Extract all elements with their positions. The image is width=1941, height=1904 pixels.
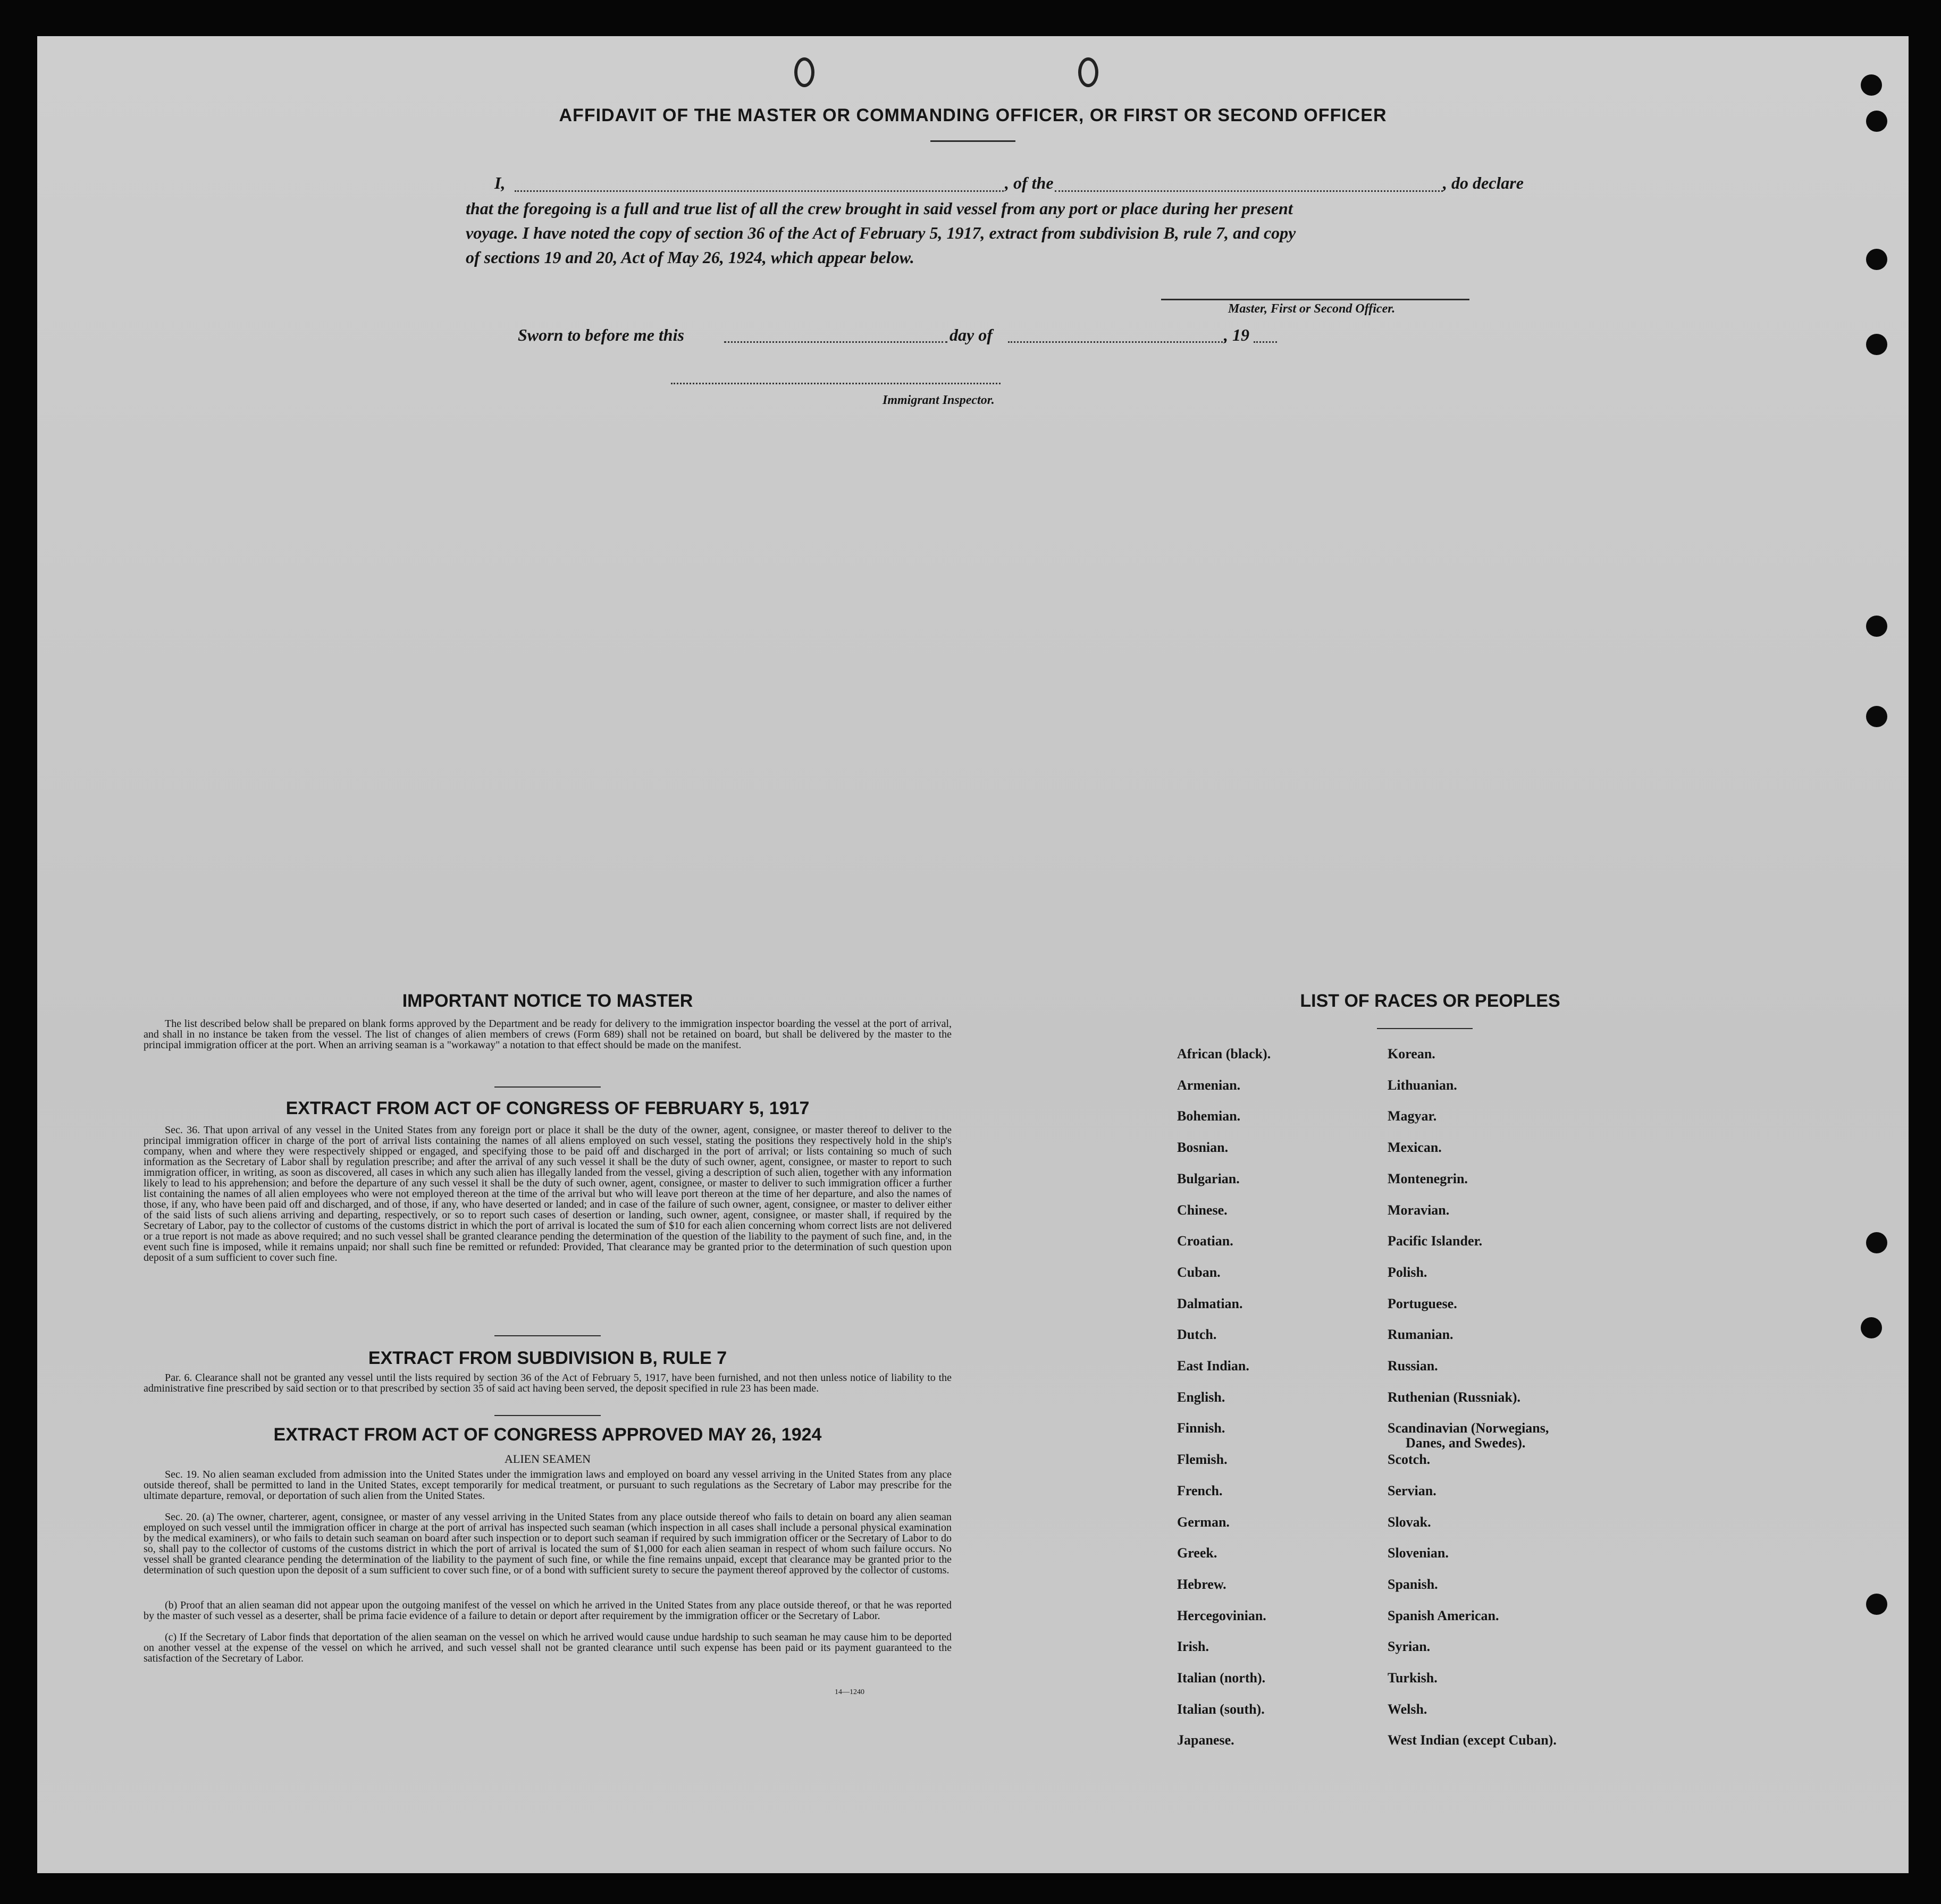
punch-hole-mark xyxy=(1866,706,1887,727)
race-item: Montenegrin. xyxy=(1388,1170,1468,1186)
affidavit-i: I, xyxy=(494,173,506,192)
race-item: Chinese. xyxy=(1177,1202,1228,1218)
name-blank xyxy=(515,190,1004,192)
race-item: Bulgarian. xyxy=(1177,1170,1240,1186)
race-item: Armenian. xyxy=(1177,1077,1241,1093)
race-item: Slovenian. xyxy=(1388,1545,1449,1561)
extract-rule7-title: EXTRACT FROM SUBDIVISION B, RULE 7 xyxy=(368,1348,727,1368)
race-item: Spanish. xyxy=(1388,1576,1438,1592)
race-item: Korean. xyxy=(1388,1046,1435,1061)
race-item: Scandinavian (Norwegians, xyxy=(1388,1420,1549,1436)
race-item: Turkish. xyxy=(1388,1670,1438,1686)
race-item: Welsh. xyxy=(1388,1701,1427,1717)
race-item: Servian. xyxy=(1388,1482,1436,1498)
race-item: Flemish. xyxy=(1177,1452,1228,1468)
race-item: African (black). xyxy=(1177,1046,1271,1061)
race-item: Polish. xyxy=(1388,1264,1427,1280)
binder-hole-right xyxy=(1078,57,1098,87)
race-item: Hercegovinian. xyxy=(1177,1607,1266,1623)
race-item: Ruthenian (Russniak). xyxy=(1388,1389,1520,1405)
race-item: Dutch. xyxy=(1177,1327,1217,1343)
form-number: 14—1240 xyxy=(835,1688,864,1696)
race-item: English. xyxy=(1177,1389,1225,1405)
day-blank xyxy=(724,341,947,343)
affidavit-of-the: , of the xyxy=(1005,173,1054,192)
punch-hole-mark xyxy=(1861,74,1882,96)
extract-1924-sec20a: Sec. 20. (a) The owner, charterer, agent, consignee, or master of any vessel arriving in the United States from any place outside thereof who fails to detain on board any alien seaman employed on such vessel until the immigration officer in charge at the port of arrival has inspected such seaman (which inspection in all cases shall include a personal physical examination by the medical examiners), or who fails to detain such seaman on board after such inspection or to deport such seaman if required by such immigration officer or the Secretary of Labor to do so, shall pay to the collector of customs of the customs district in which the port of arrival is located the sum of $1,000 for each alien seaman in respect of whom such failure occurs. No vessel shall be granted clearance pending the determination of the liability to the payment of such fine, or while the fine remains unpaid, except that clearance may be granted prior to the determination of such question upon the deposit of a sum sufficient to cover such fine, or of a bond with sufficient surety to secure the payment thereof approved by the collector of customs. xyxy=(144,1511,952,1576)
race-item: Syrian. xyxy=(1388,1639,1431,1655)
master-signature-line xyxy=(1161,299,1469,300)
affidavit-line-3: voyage. I have noted the copy of section 36 of the Act of February 5, 1917, extract from subdivision B, rule 7, and copy xyxy=(466,223,1296,242)
race-item: Irish. xyxy=(1177,1639,1209,1655)
race-item: Dalmatian. xyxy=(1177,1295,1243,1311)
punch-hole-mark xyxy=(1866,1594,1887,1615)
races-underline xyxy=(1377,1028,1473,1029)
race-item: French. xyxy=(1177,1482,1223,1498)
race-item: Spanish American. xyxy=(1388,1607,1499,1623)
inspector-signature-line xyxy=(671,383,1001,384)
punch-hole-mark xyxy=(1861,1317,1882,1338)
sworn-text: Sworn to before me this xyxy=(518,325,684,344)
affidavit-declare: , do declare xyxy=(1443,173,1524,192)
extract-1924-sec20c: (c) If the Secretary of Labor finds that deportation of the alien seaman on the vessel on which he arrived would cause undue hardship to such seaman he may cause him to be deported on another vessel at the expense of the vessel on which he arrived, and such vessel shall not be granted clearance until such expense has been paid or its payment guaranteed to the satisfaction of the Secretary of Labor. xyxy=(144,1631,952,1664)
month-blank xyxy=(1008,341,1226,343)
race-item: East Indian. xyxy=(1177,1358,1249,1374)
race-item: Japanese. xyxy=(1177,1732,1234,1748)
race-item: Greek. xyxy=(1177,1545,1217,1561)
punch-hole-mark xyxy=(1866,334,1887,355)
race-item: Pacific Islander. xyxy=(1388,1233,1483,1249)
race-item: Magyar. xyxy=(1388,1108,1437,1124)
divider xyxy=(494,1415,601,1416)
race-item: Rumanian. xyxy=(1388,1327,1453,1343)
race-item: Bohemian. xyxy=(1177,1108,1241,1124)
race-item: Italian (north). xyxy=(1177,1670,1266,1686)
punch-hole-mark xyxy=(1866,1232,1887,1253)
affidavit-title: AFFIDAVIT OF THE MASTER OR COMMANDING OFFICER, OR FIRST OR SECOND OFFICER xyxy=(559,105,1387,125)
race-item: Mexican. xyxy=(1388,1140,1442,1156)
document-page xyxy=(37,36,1909,1873)
race-item: Cuban. xyxy=(1177,1264,1221,1280)
notice-title: IMPORTANT NOTICE TO MASTER xyxy=(402,991,693,1011)
extract-rule7-body: Par. 6. Clearance shall not be granted any vessel until the lists required by section 36 of the Act of February 5, 1917, have been furnished, and not then unless notice of liability to the administrative fine prescribed by said section or to that prescribed by section 35 of said act having been served, the deposit specified in rule 23 has been made. xyxy=(144,1372,952,1394)
binder-hole-left xyxy=(794,57,814,87)
inspector-caption: Immigrant Inspector. xyxy=(883,393,995,407)
extract-1917-body: Sec. 36. That upon arrival of any vessel in the United States from any foreign port or place it shall be the duty of the owner, agent, consignee, or master thereof to deliver to the principal immigration officer in charge of the port of arrival lists containing the names of all aliens employed on such vessel, stating the positions they respectively hold in the ship's company, when and where they were respectively shipped or engaged, and specifying those to be paid off and discharged in the port of arrival; or lists containing so much of such information as the Secretary of Labor shall by regulation prescribe; and after the arrival of any such vessel it shall be the duty of such owner, agent, consignee, or master to report to such immigration officer, in writing, as soon as discovered, all cases in which any such alien has illegally landed from the vessel, giving a description of such alien, together with any information likely to lead to his apprehension; and before the departure of any such vessel it shall be the duty of such owner, agent, consignee, or master to deliver to such immigration officer a further list containing the names of all alien employees who were not employed thereon at the time of the arrival but who will leave port thereon at the time of her departure, and also the names of those, if any, who have been paid off and discharged, and of those, if any, who have deserted or landed; and in case of the failure of such owner, agent, consignee, or master to deliver either of the said lists of such aliens arriving and departing, respectively, or so to report such cases of desertion or landing, such owner, agent, consignee, or master shall, if required by the Secretary of Labor, pay to the collector of customs of the customs district in which the port of arrival is located the sum of $10 for each alien concerning whom correct lists are not delivered or a true report is not made as above required; and no such vessel shall be granted clearance pending the determination of the question of the liability to the payment of such fine, and, in the event such fine is imposed, while it remains unpaid; nor shall such fine be remitted or refunded: Provided, That clearance may be granted prior to the determination of such question upon deposit of a sum sufficient to cover such fine. xyxy=(144,1124,952,1263)
extract-1924-subtitle: ALIEN SEAMEN xyxy=(505,1452,591,1465)
race-item: Portuguese. xyxy=(1388,1295,1457,1311)
extract-1924-sec20b: (b) Proof that an alien seaman did not appear upon the outgoing manifest of the vessel on which he arrived in the United States from any place outside thereof, or that he was reported by the master of such vessel as a deserter, shall be prima facie evidence of a failure to detain or deport after requirement by the immigration officer or the Secretary of Labor. xyxy=(144,1599,952,1622)
affidavit-line-4: of sections 19 and 20, Act of May 26, 1924, which appear below. xyxy=(466,248,914,267)
race-item: Slovak. xyxy=(1388,1514,1431,1530)
divider xyxy=(494,1086,601,1088)
extract-1924-sec19: Sec. 19. No alien seaman excluded from admission into the United States under the immigration laws and employed on board any vessel arriving in the United States from any place outside thereof, shall be permitted to land in the United States, except temporarily for medical treatment, or pursuant to such regulations as the Secretary of Labor may prescribe for the ultimate departure, removal, or deportation of such alien from the United States. xyxy=(144,1469,952,1502)
divider xyxy=(494,1335,601,1336)
year-prefix: , 19 xyxy=(1224,325,1249,344)
year-blank xyxy=(1254,341,1277,343)
race-item: West Indian (except Cuban). xyxy=(1388,1732,1557,1748)
extract-1917-title: EXTRACT FROM ACT OF CONGRESS OF FEBRUARY 5, 1917 xyxy=(285,1098,810,1118)
vessel-blank xyxy=(1055,190,1443,192)
race-item: Russian. xyxy=(1388,1358,1438,1374)
race-item: Moravian. xyxy=(1388,1202,1450,1218)
affidavit-line-2: that the foregoing is a full and true list of all the crew brought in said vessel from any port or place during her present xyxy=(466,199,1293,218)
punch-hole-mark xyxy=(1866,616,1887,637)
master-caption: Master, First or Second Officer. xyxy=(1228,302,1396,316)
races-title: LIST OF RACES OR PEOPLES xyxy=(1300,991,1560,1011)
race-item: German. xyxy=(1177,1514,1230,1530)
extract-1924-title: EXTRACT FROM ACT OF CONGRESS APPROVED MAY 26, 1924 xyxy=(273,1425,822,1445)
race-item: Danes, and Swedes). xyxy=(1406,1435,1526,1451)
title-underline xyxy=(930,140,1015,142)
day-of-text: day of xyxy=(950,325,993,344)
punch-hole-mark xyxy=(1866,249,1887,270)
race-item: Croatian. xyxy=(1177,1233,1233,1249)
race-item: Scotch. xyxy=(1388,1452,1431,1468)
notice-body: The list described below shall be prepared on blank forms approved by the Department and be ready for delivery to the immigration inspector boarding the vessel at the port of arrival, and shall in no instance be taken from the vessel. The list of changes of alien members of crews (Form 689) shall not be retained on board, but shall be delivered by the master to the principal immigration officer at the port. When an arriving seaman is a "workaway" a notation to that effect should be made on the manifest. xyxy=(144,1018,952,1051)
race-item: Bosnian. xyxy=(1177,1140,1229,1156)
race-item: Finnish. xyxy=(1177,1420,1225,1436)
race-item: Lithuanian. xyxy=(1388,1077,1457,1093)
race-item: Italian (south). xyxy=(1177,1701,1265,1717)
race-item: Hebrew. xyxy=(1177,1576,1226,1592)
